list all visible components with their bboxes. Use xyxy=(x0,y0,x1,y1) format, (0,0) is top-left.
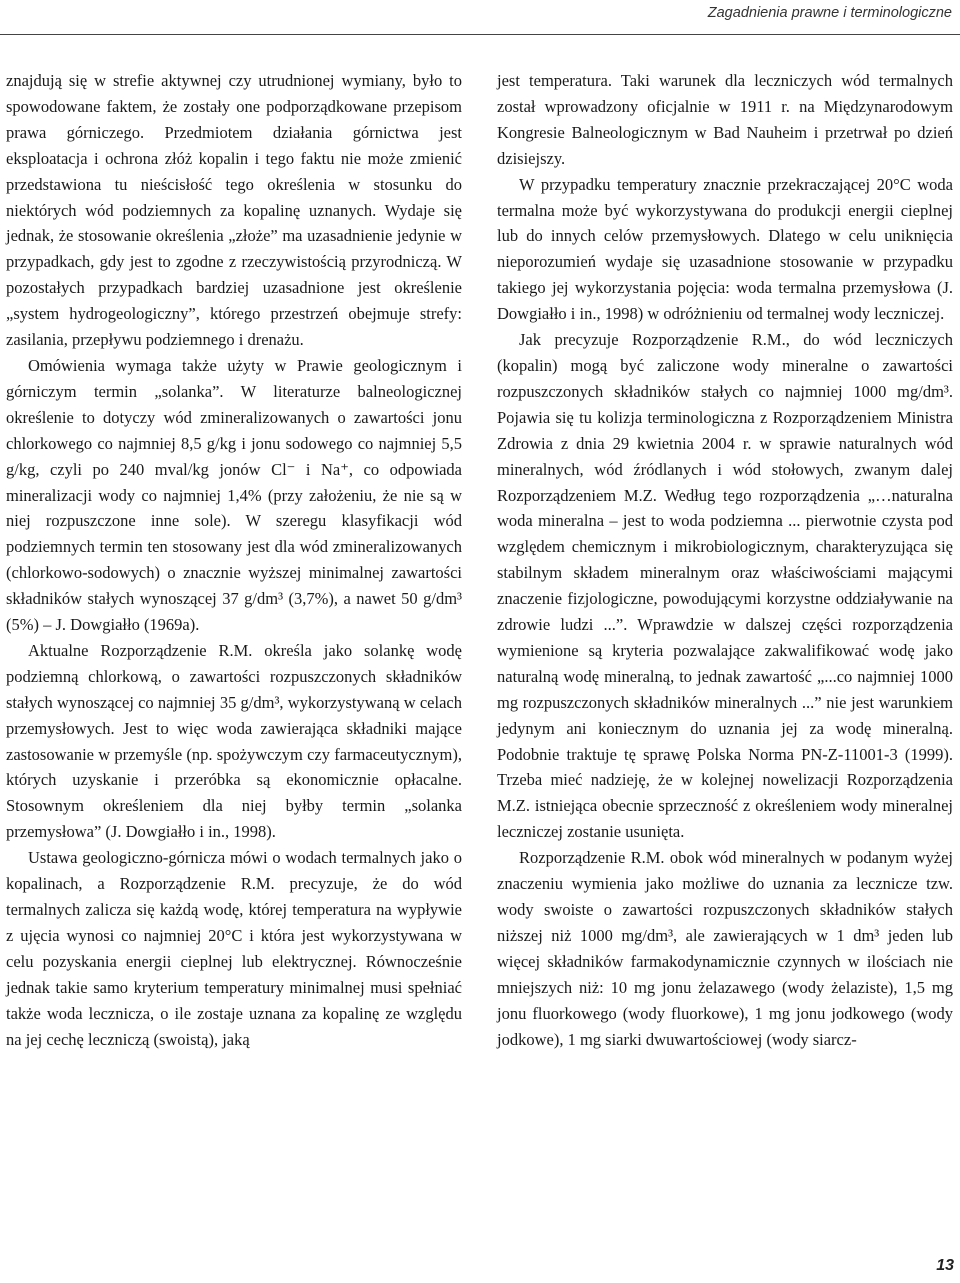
left-column xyxy=(6,68,462,1052)
right-paragraph-3: Jak precyzuje Rozporządzenie R.M., do wód leczniczych (kopalin) mogą być zaliczone wody mineralne o zawartości rozpuszczonych składników stałych co najmniej 1000 mg/dm³. Pojawia się tu kolizja terminologiczna z Rozporządzeniem Ministra Zdrowia z dnia 29 kwietnia 2004 r. w sprawie naturalnych wód mineralnych, wód źródlanych i wód stołowych, zwanym dalej Rozporządzeniem M.Z. Według tego rozporządzenia „…naturalna woda mineralna – jest to woda podziemna ... pierwotnie czysta pod względem chemicznym i mikrobiologicznym, charakteryzująca się stabilnym składem mineralnym oraz właściwościami mającymi znaczenie fizjologiczne, powodującymi korzystne oddziaływanie na zdrowie ludzi ...”. Wprawdzie w dalszej części rozporządzenia wymienione są kryteria pozwalające zakwalifikować wodę jako naturalną wodę mineralną, to jednak zawartość „...co najmniej 1000 mg rozpuszczonych składników mineralnych ...” nie jest warunkiem jedynym ani koniecznym do uznania jej za wodę mineralną. Podobnie traktuje tę sprawę Polska Norma PN-Z-11001-3 (1999). Trzeba mieć nadzieję, że w kolejnej nowelizacji Rozporządzenia M.Z. istniejąca obecnie sprzeczność z określeniem wody mineralnej leczniczej zostanie usunięta. xyxy=(497,330,953,842)
header-rule xyxy=(0,34,960,35)
right-paragraph-4: Rozporządzenie R.M. obok wód mineralnych w podanym wyżej znaczeniu wymienia jako możliwe do uznania za lecznicze tzw. wody swoiste o zawartości rozpuszczonych składników stałych niższej niż 1000 mg/dm³, ale zawierających w 1 dm³ jeden lub więcej składników farmakodynamicznie czynnych w ilościach nie mniejszych niż: 10 mg jonu żelazawego (wody żelaziste), 1,5 mg jonu fluorkowego (wody fluorkowe), 1 mg jonu jodkowego (wody jodkowe), 1 mg siarki dwuwartościowej (wody siarcz- xyxy=(497,848,953,1049)
left-paragraph-3: Aktualne Rozporządzenie R.M. określa jako solankę wodę podziemną chlorkową, o zawartości rozpuszczonych składników stałych wynoszącej co najmniej 35 g/dm³, wykorzystywaną w celach przemysłowych. Jest to więc woda zawierająca składniki mające zastosowanie w przemyśle (np. spożywczym czy farmaceutycznym), których uzyskanie i przeróbka są ekonomicznie opłacalne. Stosownym określeniem dla niej byłby termin „solanka przemysłowa” (J. Dowgiałło i in., 1998). xyxy=(6,640,462,842)
page-number: 13 xyxy=(936,1257,954,1274)
running-header-title: Zagadnienia prawne i terminologiczne xyxy=(707,5,952,21)
right-column xyxy=(497,68,953,1052)
right-paragraph-1: jest temperatura. Taki warunek dla leczniczych wód termalnych został wprowadzony oficjalnie w 1911 r. na Międzynarodowym Kongresie Balneologicznym w Bad Nauheim i przetrwał po dzień dzisiejszy. xyxy=(497,71,953,168)
left-paragraph-1: znajdują się w strefie aktywnej czy utrudnionej wymiany, było to spowodowane faktem, że zostały one podporządkowane przepisom prawa górniczego. Przedmiotem działania górnictwa jest eksploatacja i ochrona złóż kopalin i tego faktu nie może zmienić przedstawiona tu nieścisłość tego określenia w stosunku do niektórych wód podziemnych za kopalinę uznanych. Wydaje się jednak, że stosowanie określenia „złoże” ma uzasadnienie jedynie w przypadkach, gdy jest to zgodne z rzeczywistością przyrodniczą. W pozostałych przypadkach bardziej uzasadnione jest określenie „system hydrogeologiczny”, którego przestrzeń obejmuje strefy: zasilania, przepływu podziemnego i drenażu. xyxy=(6,71,462,350)
left-paragraph-4: Ustawa geologiczno-górnicza mówi o wodach termalnych jako o kopalinach, a Rozporządzenie R.M. precyzuje, że do wód termalnych zalicza się każdą wodę, której temperatura na wypływie z ujęcia wynosi co najmniej 20°C i która jest wykorzystywana w celu pozyskania energii cieplnej lub elektrycznej. Równocześnie jednak takie samo kryterium temperatury minimalnej musi spełniać także woda lecznicza, o ile zostaje uznana za kopalinę ze względu na jej cechę leczniczą (swoistą), jaką xyxy=(6,848,462,1049)
right-paragraph-2: W przypadku temperatury znacznie przekraczającej 20°C woda termalna może być wykorzystywana do produkcji energii cieplnej lub do innych celów przemysłowych. Dlatego w celu uniknięcia nieporozumień wydaje się uzasadnione stosowanie w przypadku takiego jej wykorzystania pojęcia: woda termalna przemysłowa (J. Dowgiałło i in., 1998) w odróżnieniu od termalnej wody leczniczej. xyxy=(497,174,953,324)
left-paragraph-2: Omówienia wymaga także użyty w Prawie geologicznym i górniczym termin „solanka”. W literaturze balneologicznej określenie to dotyczy wód zmineralizowanych o zawartości jonu chlorkowego co najmniej 8,5 g/kg i jonu sodowego co najmniej 5,5 g/kg, czyli po 240 mval/kg jonów Cl⁻ i Na⁺, co odpowiada mineralizacji wody co najmniej 1,4% (przy założeniu, że nie są w niej rozpuszczone inne sole). W szeregu klasyfikacji wód podziemnych termin ten stosowany jest dla wód zmineralizowanych (chlorkowo-sodowych) o znacznie wyższej minimalnej zawartości składników stałych wynoszącej 37 g/dm³ (3,7%), a nawet 50 g/dm³ (5%) – J. Dowgiałło (1969a). xyxy=(6,355,462,635)
running-header xyxy=(0,0,960,40)
